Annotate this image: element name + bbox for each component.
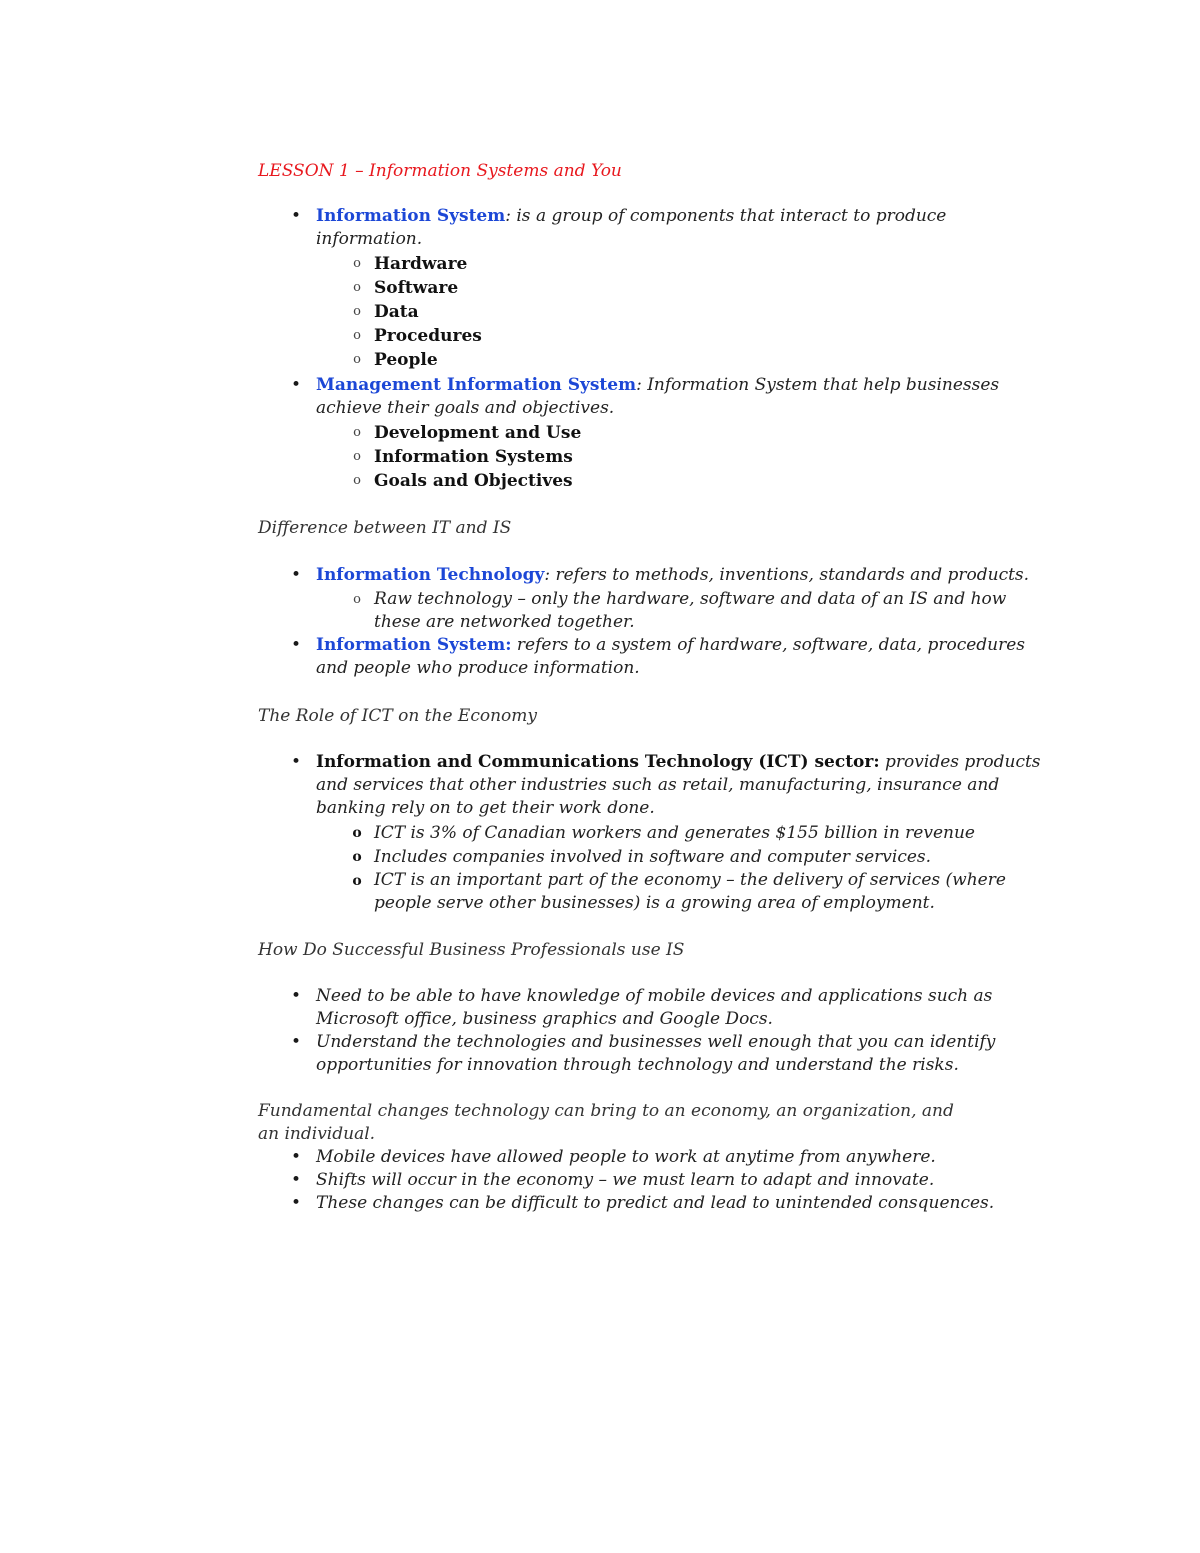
section-it-vs-is: [258, 564, 1048, 680]
sub-item: [316, 845, 1048, 869]
bullet-icon: •: [290, 752, 302, 772]
bullet-list: [258, 564, 1048, 680]
list-item: [258, 1031, 1048, 1077]
section-business-professionals: [258, 985, 1048, 1077]
section-fundamental-changes: [258, 1146, 1048, 1215]
circle-bullet-icon: o: [353, 280, 361, 295]
sub-item-text: Goals and Objectives: [374, 471, 573, 491]
list-item-text: Need to be able to have knowledge of mobile devices and applications such as Microsoft office, business graphics and Google Docs.: [316, 986, 993, 1029]
sub-item: [316, 324, 1048, 348]
circle-bullet-icon: o: [353, 449, 361, 464]
circle-bullet-icon: o: [352, 873, 362, 889]
bullet-list: [258, 751, 1048, 915]
sub-item: [316, 252, 1048, 276]
bullet-list: [258, 205, 1048, 372]
sub-item-text: Information Systems: [374, 447, 573, 467]
list-item: [258, 1169, 1048, 1192]
sub-item-text: ICT is 3% of Canadian workers and generates $155 billion in revenue: [374, 823, 975, 843]
sub-item-text: Data: [374, 302, 419, 322]
sub-item-text: Software: [374, 278, 459, 298]
bullet-icon: •: [290, 1147, 302, 1167]
bullet-icon: •: [290, 635, 302, 655]
term: Management Information System: [316, 375, 637, 395]
bullet-icon: •: [290, 1170, 302, 1190]
sub-item: [316, 588, 1048, 634]
section-heading: Difference between IT and IS: [258, 518, 512, 538]
term-separator: :: [636, 375, 642, 395]
sub-item: [316, 421, 1048, 445]
bullet-icon: •: [290, 986, 302, 1006]
section-information-systems: [258, 205, 1048, 372]
list-item: [258, 985, 1048, 1031]
sub-item: [316, 869, 1048, 915]
circle-bullet-icon: o: [353, 304, 361, 319]
list-item-text: Mobile devices have allowed people to work at anytime from anywhere.: [316, 1147, 936, 1167]
circle-bullet-icon: o: [353, 473, 361, 488]
circle-bullet-icon: o: [353, 425, 361, 440]
circle-bullet-icon: o: [353, 592, 361, 607]
definition: provides products and services that other industries such as retail, manufacturing, insurance and banking rely on to get their work done.: [316, 752, 1041, 818]
sub-item-text: Hardware: [374, 254, 468, 274]
definition: Information System that help businesses achieve their goals and objectives.: [316, 375, 1000, 418]
sub-item: [316, 276, 1048, 300]
bullet-list: [258, 374, 1048, 493]
circle-bullet-icon: o: [353, 328, 361, 343]
definition: refers to a system of hardware, software, data, procedures and people who produce information.: [316, 635, 1026, 678]
list-item-text: Shifts will occur in the economy – we must learn to adapt and innovate.: [316, 1170, 935, 1190]
sub-item: [316, 445, 1048, 469]
term: Information System: [316, 206, 506, 226]
sub-item-text: Procedures: [374, 326, 482, 346]
list-item: [258, 634, 1048, 680]
sub-list: [316, 421, 1048, 493]
sub-list: [316, 252, 1048, 372]
list-item: [258, 751, 1048, 915]
list-item: [258, 205, 1048, 372]
section-mis: [258, 374, 1048, 493]
bullet-icon: •: [290, 375, 302, 395]
bullet-icon: •: [290, 206, 302, 226]
sub-item-text: ICT is an important part of the economy – the delivery of services (where people serve other businesses) is a growing area of employment.: [374, 870, 1006, 913]
list-item-text: Understand the technologies and businesses well enough that you can identify opportunities for innovation through technology and understand the risks.: [316, 1032, 996, 1075]
circle-bullet-icon: o: [352, 849, 362, 865]
list-item-text: These changes can be difficult to predict and lead to unintended consquences.: [316, 1193, 995, 1213]
circle-bullet-icon: o: [352, 825, 362, 841]
list-item: [258, 1146, 1048, 1169]
bullet-list: [258, 1146, 1048, 1215]
list-item: [258, 1192, 1048, 1215]
section-heading: Fundamental changes technology can bring to an economy, an organization, and an individual.: [258, 1101, 954, 1144]
sub-item: [316, 821, 1048, 845]
bullet-icon: •: [290, 1032, 302, 1052]
definition: is a group of components that interact to produce information.: [316, 206, 947, 249]
sub-item-text: People: [374, 350, 438, 370]
sub-item: [316, 469, 1048, 493]
sub-list: [316, 821, 1048, 915]
section-heading: How Do Successful Business Professionals use IS: [258, 940, 685, 960]
sub-item: [316, 348, 1048, 372]
bullet-icon: •: [290, 1193, 302, 1213]
definition: refers to methods, inventions, standards and products.: [550, 565, 1030, 585]
bullet-icon: •: [290, 565, 302, 585]
list-item: [258, 374, 1048, 493]
circle-bullet-icon: o: [353, 256, 361, 271]
sub-item: [316, 300, 1048, 324]
term: Information and Communications Technology (ICT) sector:: [316, 752, 880, 772]
sub-item-text: Development and Use: [374, 423, 582, 443]
term: Information Technology: [316, 565, 545, 585]
sub-item-text: Includes companies involved in software and computer services.: [374, 847, 932, 867]
sub-item-text: Raw technology – only the hardware, software and data of an IS and how these are networked together.: [374, 589, 1007, 632]
bullet-list: [258, 985, 1048, 1077]
term: Information System:: [316, 635, 512, 655]
circle-bullet-icon: o: [353, 352, 361, 367]
list-item: [258, 564, 1048, 634]
lesson-title: LESSON 1 – Information Systems and You: [258, 161, 622, 181]
term-separator: :: [505, 206, 511, 226]
section-heading: The Role of ICT on the Economy: [258, 706, 537, 726]
term-separator: :: [544, 565, 551, 585]
section-ict-economy: [258, 751, 1048, 915]
sub-list: [316, 588, 1048, 634]
